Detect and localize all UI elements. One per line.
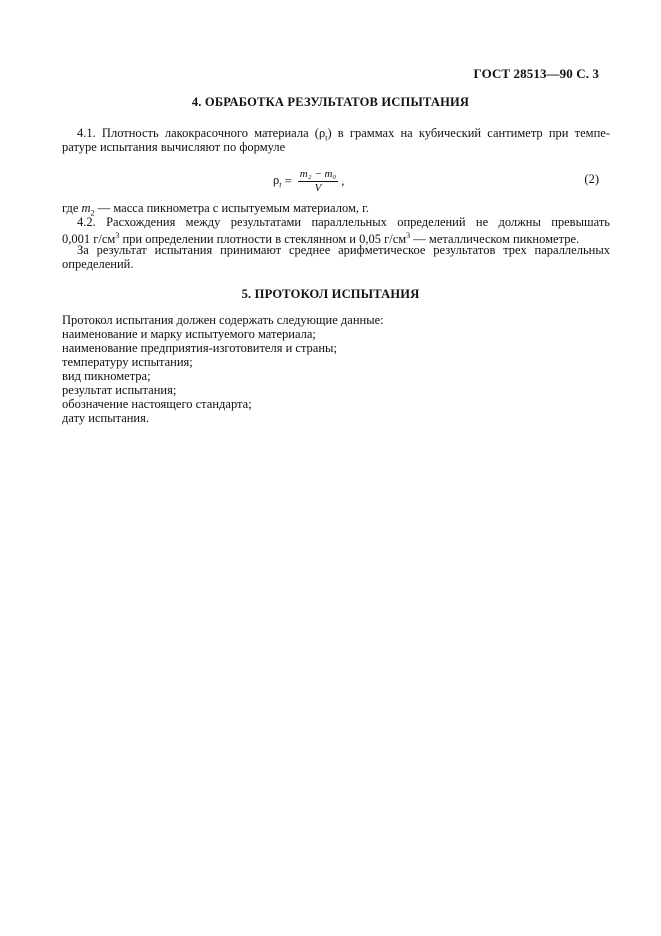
list-item: температуру испытания; (62, 355, 193, 369)
list-item: наименование и марку испытуемого материала; (62, 327, 316, 341)
fraction (298, 168, 338, 194)
fraction-numerator: m₂ − m₀ (299, 168, 337, 180)
equation-number: (2) (584, 172, 599, 186)
list-item: результат испытания; (62, 383, 177, 397)
text: ) в граммах на кубический сантиметр при темпе- (327, 126, 610, 140)
superscript: 3 (115, 231, 120, 240)
paragraph-4-3-line-1: За результат испытания принимают среднее арифметическое результатов трех параллельных (77, 243, 610, 257)
fraction-denominator: V (314, 182, 322, 194)
formula-lhs (273, 173, 281, 190)
text: — масса пикнометра с испытуемым материалом, г. (94, 201, 369, 215)
rho-symbol: ρ (273, 172, 280, 187)
text: при определении плотности в стеклянном и 0,05 г/см (119, 232, 407, 247)
list-item: дату испытания. (62, 411, 149, 425)
section-5-title: 5. ПРОТОКОЛ ИСПЫТАНИЯ (241, 287, 420, 301)
equals-sign: = (281, 173, 295, 188)
list-item: наименование предприятия-изготовителя и страны; (62, 341, 337, 355)
text: 4.1. Плотность лакокрасочного материала (ρ (77, 126, 326, 140)
list-item: вид пикнометра; (62, 369, 151, 383)
superscript: 3 (406, 231, 411, 240)
section-4-title: 4. ОБРАБОТКА РЕЗУЛЬТАТОВ ИСПЫТАНИЯ (191, 95, 470, 109)
density-formula (273, 166, 344, 196)
text: 0,001 г/см (62, 232, 116, 247)
paragraph-4-1-line-2: ратуре испытания вычисляют по формуле (62, 140, 286, 154)
text: — металлическом пикнометре. (410, 232, 580, 247)
document-header: ГОСТ 28513—90 С. 3 (473, 66, 599, 81)
text: где (62, 201, 82, 215)
subscript: t (325, 133, 328, 143)
paragraph-4-3-line-2: определений. (62, 257, 134, 271)
list-item: обозначение настоящего стандарта; (62, 397, 252, 411)
paragraph-4-2-line-1: 4.2. Расхождения между результатами параллельных определений не должны превышать (77, 215, 610, 229)
subscript: t (279, 180, 282, 190)
list-item: Протокол испытания должен содержать следующие данные: (62, 313, 384, 327)
subscript: 2 (90, 208, 95, 218)
variable: m (81, 201, 91, 215)
protocol-list (62, 313, 384, 425)
formula-comma: , (341, 173, 345, 188)
